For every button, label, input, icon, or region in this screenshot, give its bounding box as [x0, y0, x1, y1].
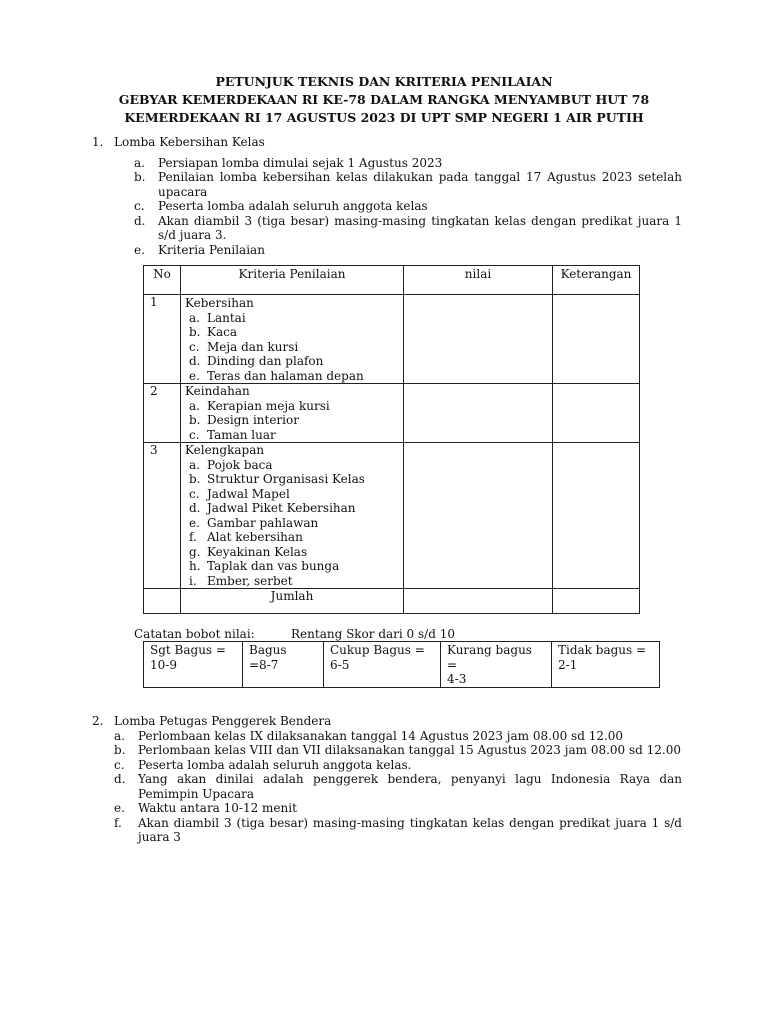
criteria-sub-item: f. Alat kebersihan [189, 530, 303, 544]
table-row [144, 295, 640, 384]
list-item: c. Peserta lomba adalah seluruh anggota kelas. [114, 757, 412, 772]
criteria-cell [181, 295, 404, 384]
criteria-name: Kelengkapan [185, 443, 265, 457]
list-item: c. Peserta lomba adalah seluruh anggota kelas [134, 199, 428, 213]
criteria-sub-item: d. Dinding dan plafon [189, 354, 324, 368]
criteria-cell [181, 384, 404, 443]
section-1 [92, 135, 682, 257]
score-cell-kurang-bagus: Kurang bagus = 4-3 [441, 642, 552, 688]
section-2-title: Lomba Petugas Penggerek Bendera [114, 714, 332, 728]
table-header-row [144, 266, 640, 295]
title-line-1: PETUNJUK TEKNIS DAN KRITERIA PENILAIAN [215, 74, 553, 89]
criteria-name: Keindahan [185, 384, 250, 398]
section-2 [92, 714, 682, 845]
keterangan-cell [553, 295, 640, 384]
criteria-sub-item: e. Teras dan halaman depan [189, 368, 364, 383]
total-row [144, 589, 640, 614]
criteria-sub-item: i. Ember, serbet [189, 573, 293, 588]
criteria-sub-item: h. Taplak dan vas bunga [189, 559, 340, 573]
criteria-sub-item: b. Design interior [189, 413, 299, 427]
criteria-sub-item: e. Gambar pahlawan [189, 515, 319, 530]
section-2-number: 2. [92, 714, 104, 728]
criteria-sub-item: g. Keyakinan Kelas [189, 544, 308, 559]
total-no-cell [144, 589, 181, 614]
table-row [144, 443, 640, 589]
nilai-cell [404, 295, 553, 384]
note-label: Catatan bobot nilai: [134, 627, 255, 641]
criteria-sub-item: b. Struktur Organisasi Kelas [189, 472, 365, 486]
criteria-sub-item: a. Pojok baca [189, 457, 273, 472]
score-cell-sangat-bagus: Sgt Bagus = 10-9 [144, 642, 243, 688]
section-1-number: 1. [92, 135, 104, 149]
header-keterangan: Keterangan [553, 266, 640, 295]
section-1-heading [92, 135, 682, 150]
list-item: b. Penilaian lomba kebersihan kelas dilakukan pada tanggal 17 Agustus 2023 setelah upacara [134, 170, 682, 199]
list-item: d. Akan diambil 3 (tiga besar) masing-masing tingkatan kelas dengan predikat juara 1 s/d juara 3. [134, 213, 682, 242]
criteria-cell [181, 443, 404, 589]
keterangan-cell [553, 443, 640, 589]
section-2-list [114, 729, 682, 845]
nilai-cell [404, 443, 553, 589]
list-item: a. Perlombaan kelas IX dilaksanakan tanggal 14 Agustus 2023 jam 08.00 sd 12.00 [114, 728, 624, 743]
criteria-sub-item: b. Kaca [189, 325, 237, 339]
total-label: Jumlah [181, 589, 404, 614]
criteria-sub-item: a. Kerapian meja kursi [189, 398, 330, 413]
header-nilai: nilai [404, 266, 553, 295]
row-number: 2 [144, 384, 181, 443]
criteria-sub-item: c. Jadwal Mapel [189, 486, 290, 501]
section-1-list [134, 156, 682, 258]
criteria-sub-item: c. Meja dan kursi [189, 339, 299, 354]
criteria-sub-item: a. Lantai [189, 310, 246, 325]
table-row [144, 384, 640, 443]
list-item: e. Kriteria Penilaian [134, 242, 265, 257]
list-item: e. Waktu antara 10-12 menit [114, 801, 297, 815]
section-1-title: Lomba Kebersihan Kelas [114, 135, 265, 149]
list-item: a. Persiapan lomba dimulai sejak 1 Agustus 2023 [134, 155, 443, 170]
list-item: b. Perlombaan kelas VIII dan VII dilaksanakan tanggal 15 Agustus 2023 jam 08.00 sd 12.00 [114, 743, 681, 757]
keterangan-cell [553, 384, 640, 443]
total-nilai-cell [404, 589, 553, 614]
total-keterangan-cell [553, 589, 640, 614]
criteria-table [143, 265, 640, 614]
section-2-heading [92, 714, 682, 729]
criteria-name: Kebersihan [185, 296, 254, 310]
score-table [143, 641, 660, 688]
row-number: 1 [144, 295, 181, 384]
list-item: f. Akan diambil 3 (tiga besar) masing-masing tingkatan kelas dengan predikat juara 1 s/d juara 3 [114, 815, 682, 844]
score-cell-tidak-bagus: Tidak bagus = 2-1 [552, 642, 660, 688]
row-number: 3 [144, 443, 181, 589]
list-item: d. Yang akan dinilai adalah penggerek bendera, penyanyi lagu Indonesia Raya dan Pemimpin Upacara [114, 772, 682, 801]
score-cell-cukup-bagus: Cukup Bagus = 6-5 [324, 642, 441, 688]
note-range: Rentang Skor dari 0 s/d 10 [291, 627, 455, 641]
document-title [0, 73, 768, 127]
criteria-sub-item: c. Taman luar [189, 427, 276, 442]
score-cell-bagus: Bagus =8-7 [243, 642, 324, 688]
score-row [144, 642, 660, 688]
title-line-2: GEBYAR KEMERDEKAAN RI KE-78 DALAM RANGKA MENYAMBUT HUT 78 [118, 92, 650, 107]
header-criteria: Kriteria Penilaian [181, 266, 404, 295]
nilai-cell [404, 384, 553, 443]
score-note [134, 627, 455, 642]
criteria-sub-item: d. Jadwal Piket Kebersihan [189, 501, 356, 515]
title-line-3: KEMERDEKAAN RI 17 AGUSTUS 2023 DI UPT SMP NEGERI 1 AIR PUTIH [124, 110, 644, 125]
header-no: No [144, 266, 181, 295]
